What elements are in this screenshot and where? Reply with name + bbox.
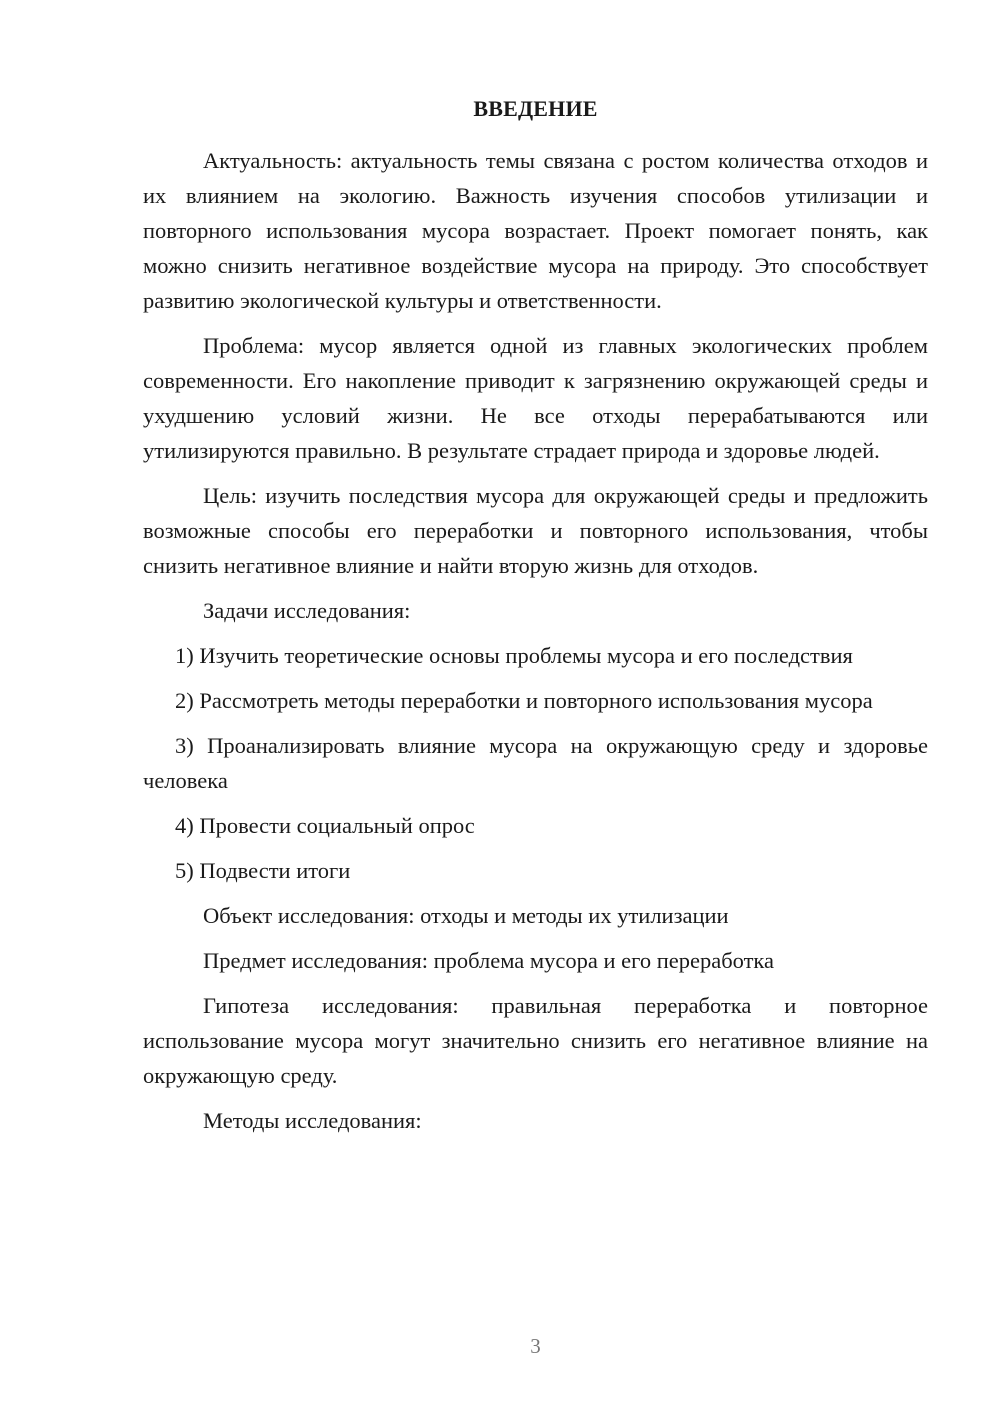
paragraph-tasks-heading: Задачи исследования:: [203, 598, 411, 623]
paragraph-subject: Предмет исследования: проблема мусора и его переработка: [203, 948, 775, 973]
task-item: 5) Подвести итоги: [175, 858, 351, 883]
paragraph-methods: Методы исследования:: [203, 1108, 422, 1133]
page-number: 3: [530, 1334, 541, 1358]
task-item: 1) Изучить теоретические основы проблемы мусора и его последствия: [175, 643, 853, 668]
task-item: 3) Проанализировать влияние мусора на окружающую среду и здоровье человека: [143, 733, 928, 793]
section-heading: ВВЕДЕНИЕ: [473, 96, 598, 121]
document-page: [143, 0, 928, 1414]
paragraph-problem: Проблема: мусор является одной из главных экологических проблем современности. Его накопление приводит к загрязнению окружающей среды и ухудшению условий жизни. Не все отходы перерабатываются или утилизируются правильно. В результате страдает природа и здоровье людей.: [143, 333, 928, 463]
task-item: 2) Рассмотреть методы переработки и повторного использования мусора: [175, 688, 873, 713]
task-item: 4) Провести социальный опрос: [175, 813, 475, 838]
paragraph-goal: Цель: изучить последствия мусора для окружающей среды и предложить возможные способы его переработки и повторного использования, чтобы снизить негативное влияние и найти вторую жизнь для отходов.: [143, 483, 928, 578]
paragraph-hypothesis: Гипотеза исследования: правильная переработка и повторное использование мусора могут значительно снизить его негативное влияние на окружающую среду.: [143, 993, 928, 1088]
document-body: [143, 143, 928, 1148]
paragraph-relevance: Актуальность: актуальность темы связана с ростом количества отходов и их влиянием на экологию. Важность изучения способов утилизации и повторного использования мусора возрастает. Проект помогает понять, как можно снизить негативное воздействие мусора на природу. Это способствует развитию экологической культуры и ответственности.: [143, 148, 928, 313]
paragraph-object: Объект исследования: отходы и методы их утилизации: [203, 903, 729, 928]
